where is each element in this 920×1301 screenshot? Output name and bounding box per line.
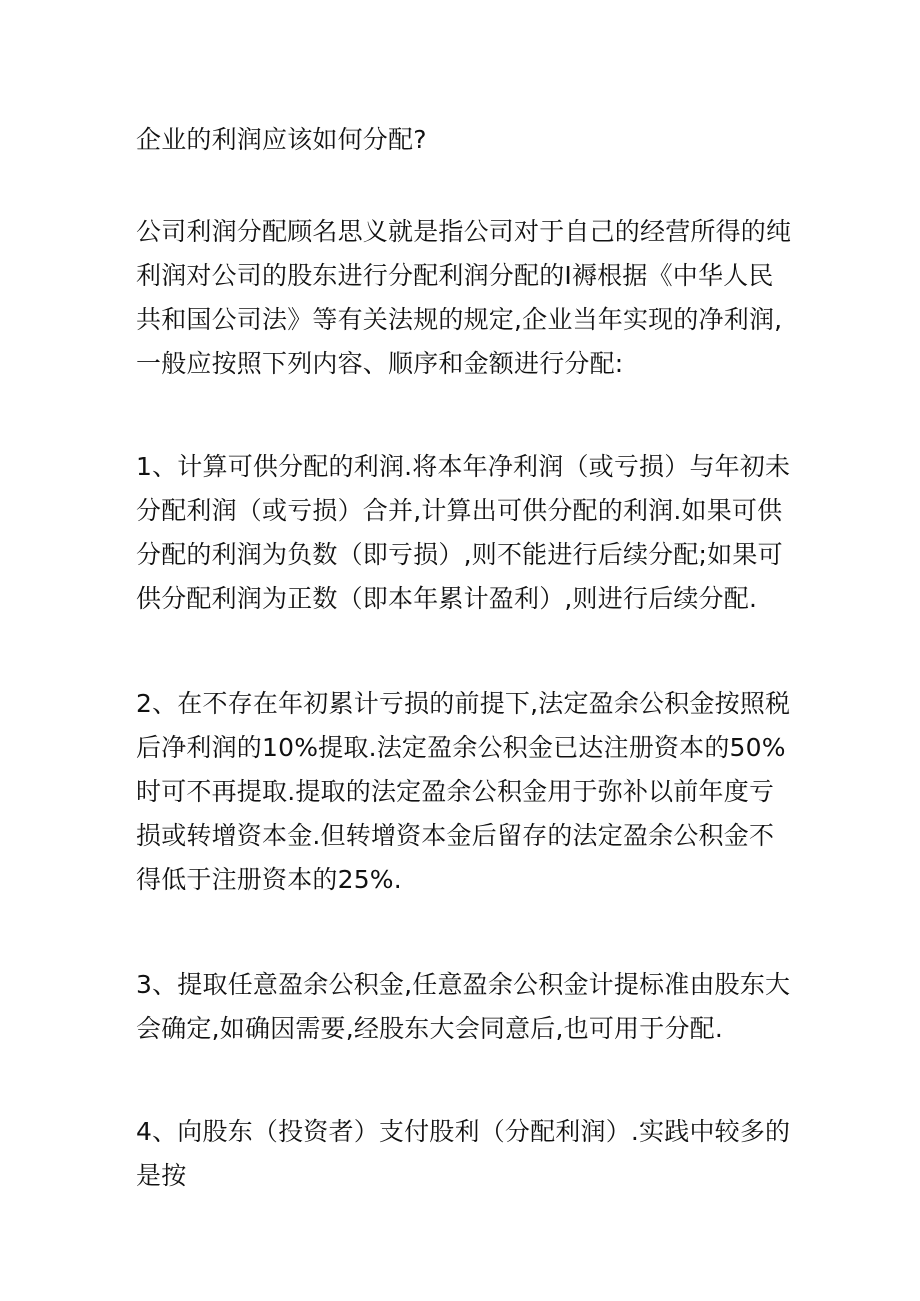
intro-paragraph: 公司利润分配顾名思义就是指公司对于自己的经营所得的纯利润对公司的股东进行分配利润分配的I褥根据《中华人民共和国公司法》等有关法规的规定,企业当年实现的净利润,一般应按照下列内容、顺序和金额进行分配: xyxy=(136,217,792,378)
document-title: 企业的利润应该如何分配? xyxy=(136,125,427,154)
list-item: 3、提取任意盈余公积金,任意盈余公积金计提标准由股东大会确定,如确因需要,经股东大会同意后,也可用于分配. xyxy=(136,970,791,1043)
list-item: 1、计算可供分配的利润.将本年净利润（或亏损）与年初未分配利润（或亏损）合并,计算出可供分配的利润.如果可供分配的利润为负数（即亏损）,则不能进行后续分配;如果可供分配利润为正数（即本年累计盈利）,则进行后续分配. xyxy=(136,452,791,613)
list-item: 4、向股东（投资者）支付股利（分配利润）.实践中较多的是按 xyxy=(136,1117,791,1190)
list-item: 2、在不存在年初累计亏损的前提下,法定盈余公积金按照税后净利润的10%提取.法定盈余公积金已达注册资本的50%时可不再提取.提取的法定盈余公积金用于弥补以前年度亏损或转增资本金.但转增资本金后留存的法定盈余公积金不得低于注册资本的25%. xyxy=(136,689,791,894)
